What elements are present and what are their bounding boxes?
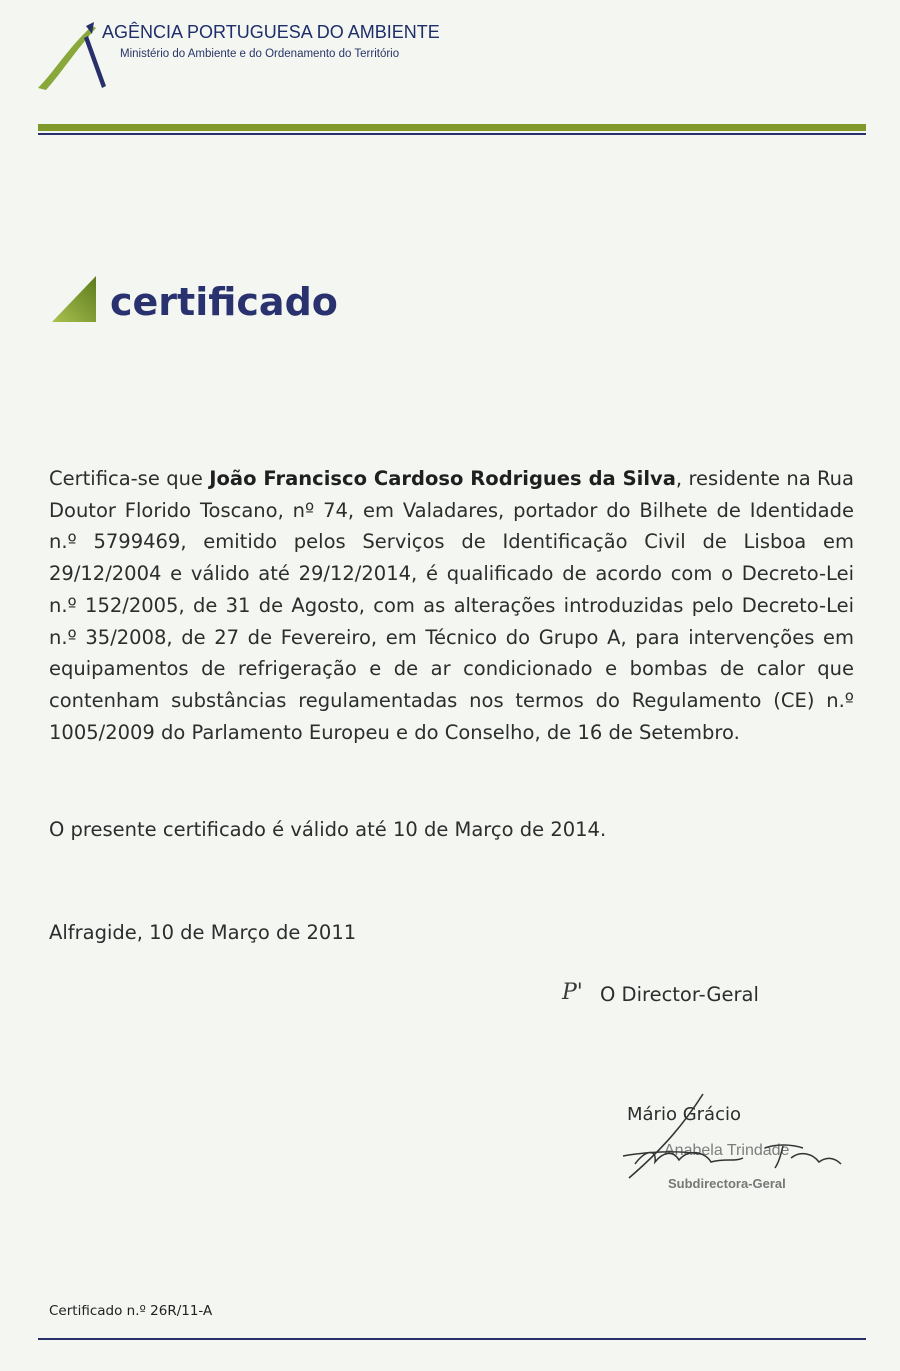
body-text: , residente na Rua Doutor Florido Toscano, nº 74, em Valadares, portador do Bilhete de Identidade n.º 5799469, emitido pelos Serviços de Identificação Civil de Lisboa em 29/12/2004 e válido até 29/12/2014, é qualificado de acordo com o Decreto-Lei n.º 152/2005, de 31 de Agosto, com as alterações introduzidas pelo Decreto-Lei n.º 35/2008, de 27 de Fevereiro, em Técnico do Grupo A, para intervenções em equipamentos de refrigeração e de ar condicionado e bombas de calor que contenham substâncias regulamentadas nos termos do Regulamento (CE) n.º 1005/2009 do Parlamento Europeu e do Conselho, de 16 de Setembro. (49, 467, 854, 744)
header-divider-navy (38, 133, 866, 135)
footer-divider (38, 1338, 866, 1340)
triangle-icon (52, 276, 96, 322)
certificate-number: Certificado n.º 26R/11-A (49, 1303, 213, 1319)
signer-role: Subdirectora-Geral (668, 1176, 786, 1191)
validity-statement: O presente certificado é válido até 10 de Março de 2014. (49, 818, 607, 841)
agency-name: AGÊNCIA PORTUGUESA DO AMBIENTE (102, 22, 440, 42)
per-delegation-mark: P' (562, 980, 583, 1005)
ministry-name: Ministério do Ambiente e do Ordenamento do Território (120, 48, 400, 60)
header-divider-green (38, 124, 866, 131)
page-title: certificado (110, 280, 338, 324)
place-date: Alfragide, 10 de Março de 2011 (49, 921, 357, 944)
handwritten-signature (615, 1092, 845, 1182)
director-name: Mário Grácio (627, 1104, 741, 1125)
certificate-body (49, 463, 854, 748)
signer-name: Anabela Trindade (664, 1142, 790, 1159)
director-title: O Director-Geral (600, 983, 759, 1006)
holder-name: João Francisco Cardoso Rodrigues da Silva (209, 467, 676, 490)
body-intro: Certifica-se que (49, 467, 210, 490)
